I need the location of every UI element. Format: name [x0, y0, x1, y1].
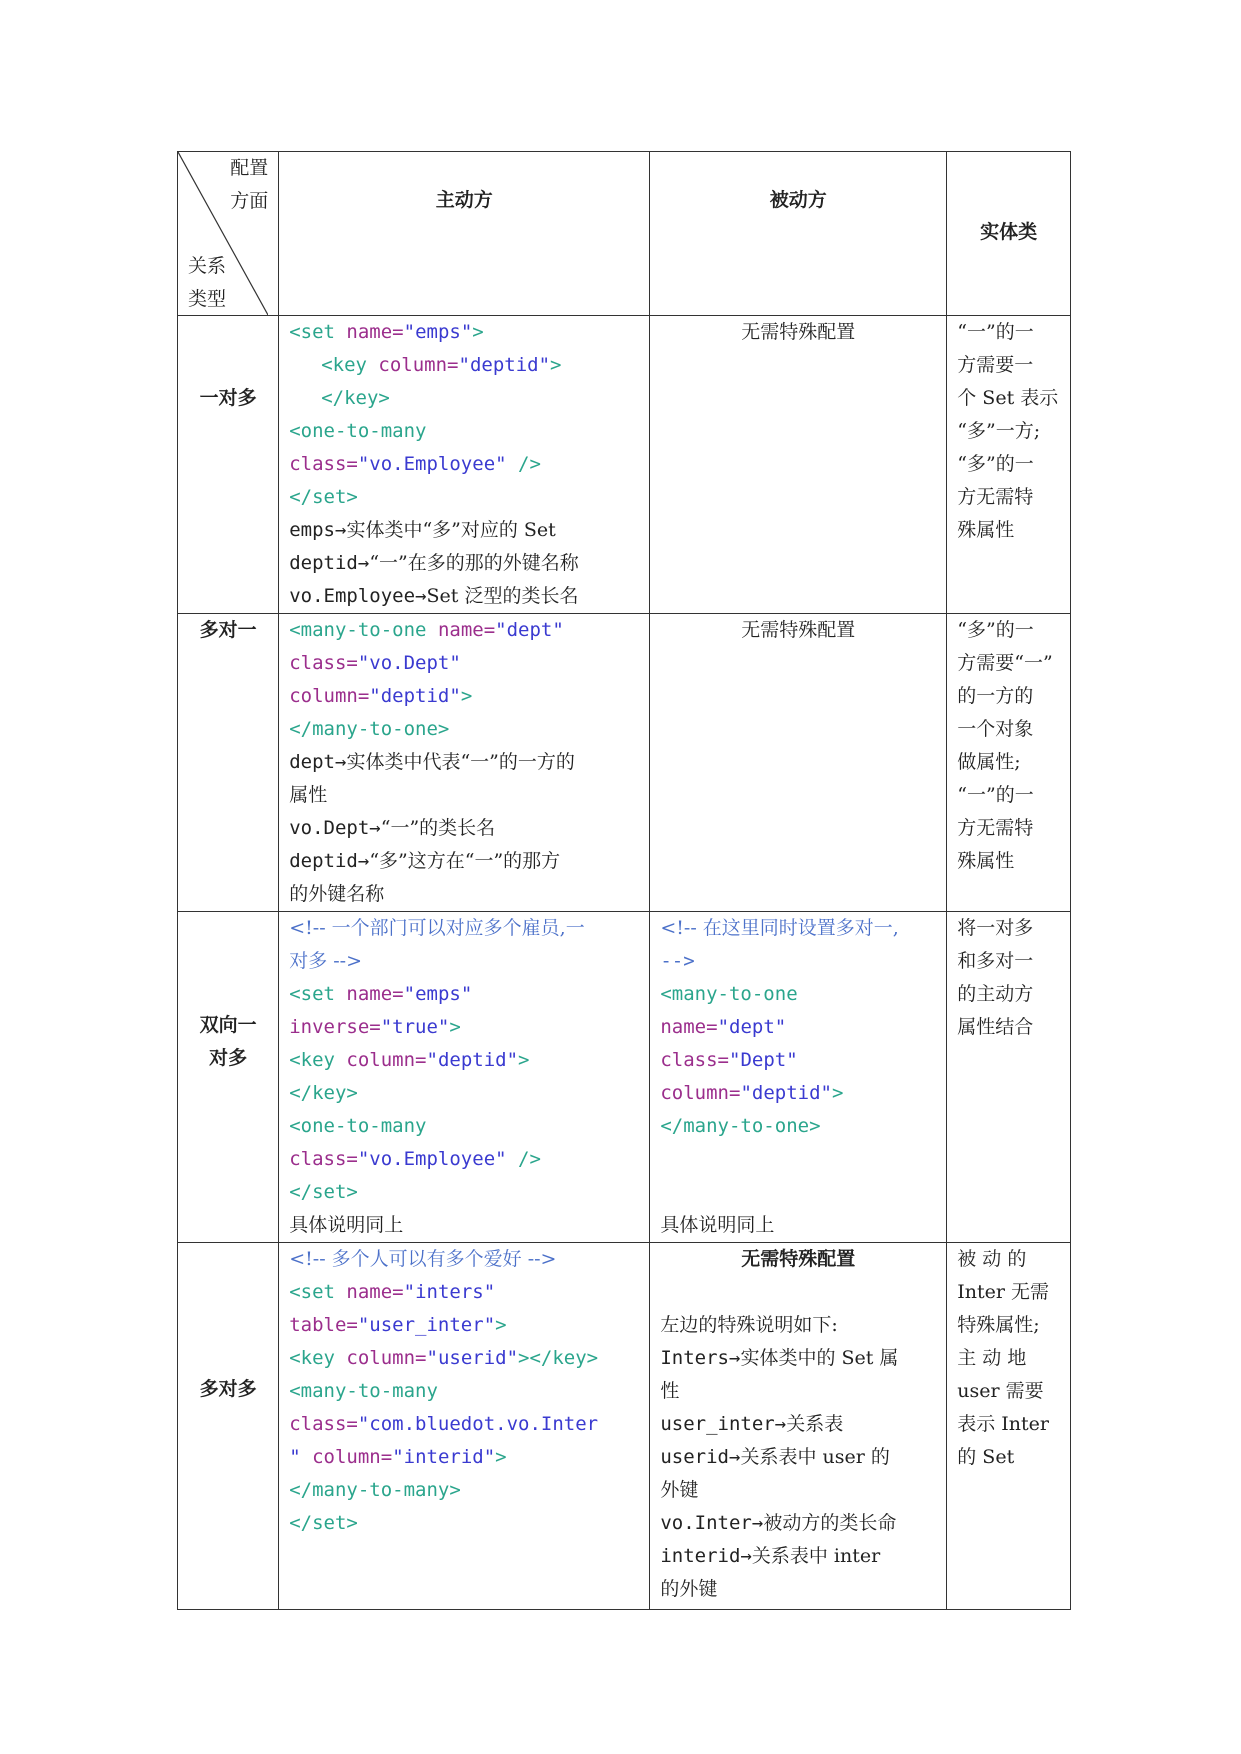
active-config [279, 316, 650, 614]
code-line: <set name="inters" [289, 1281, 496, 1303]
code-line: class="Dept" [660, 1049, 798, 1071]
note-line: 性 [660, 1380, 680, 1402]
code-line: <many-to-many [289, 1380, 438, 1402]
comment-line: <!-- 一个部门可以对应多个雇员,一 [289, 917, 585, 939]
passive-config: 无需特殊配置 [650, 614, 947, 912]
code-line: column="deptid"> [289, 685, 473, 707]
code-line: " column="interid"> [289, 1446, 507, 1468]
code-line: <one-to-many [289, 420, 427, 442]
entity-notes: 将一对多 和多对一 的主动方 属性结合 [947, 912, 1071, 1243]
code-line: </many-to-one> [289, 718, 450, 740]
note-line: Inters→实体类中的 Set 属 [660, 1347, 899, 1369]
code-line: <key column="userid"></key> [289, 1347, 599, 1369]
corner-bottom-label: 关系 类型 [188, 255, 227, 310]
code-line: </many-to-many> [289, 1479, 461, 1501]
col-header-passive: 被动方 [650, 152, 947, 316]
note-line: 具体说明同上 [660, 1214, 775, 1236]
code-line: <one-to-many [289, 1115, 427, 1137]
code-line: </set> [289, 486, 358, 508]
note-line: 外键 [660, 1479, 699, 1501]
comment-line: <!-- 在这里同时设置多对一, [660, 917, 899, 939]
code-line: column="deptid"> [660, 1082, 844, 1104]
spacer-line [660, 1176, 936, 1209]
note-line: vo.Dept→“一”的类长名 [289, 817, 496, 839]
relation-type: 双向一 对多 [178, 912, 279, 1243]
comment-line: 对多 --> [289, 950, 363, 972]
note-line: deptid→“一”在多的那的外键名称 [289, 552, 579, 574]
code-line: <set name="emps" [289, 983, 473, 1005]
note-line: 左边的特殊说明如下: [660, 1314, 838, 1336]
code-line: </key> [321, 387, 390, 409]
row-many-to-many [178, 1243, 1071, 1610]
row-bidirectional [178, 912, 1071, 1243]
note-line: 属性 [289, 784, 328, 806]
code-line: </key> [289, 1082, 358, 1104]
note-line: emps→实体类中“多”对应的 Set [289, 519, 556, 541]
code-line: </set> [289, 1181, 358, 1203]
note-line: 具体说明同上 [289, 1214, 404, 1236]
note-line: vo.Employee→Set 泛型的类长名 [289, 585, 579, 607]
code-line: </many-to-one> [660, 1115, 821, 1137]
note-line: user_inter→关系表 [660, 1413, 844, 1435]
code-line: <set name="emps"> [289, 321, 484, 343]
code-line: </set> [289, 1512, 358, 1534]
code-line: name="dept" [660, 1016, 787, 1038]
relation-type: 多对一 [178, 614, 279, 912]
code-line: class="vo.Employee" /> [289, 1148, 541, 1170]
corner-header-cell [178, 152, 279, 316]
active-config [279, 614, 650, 912]
relation-type: 多对多 [178, 1243, 279, 1610]
passive-config [650, 1243, 947, 1610]
relation-type: 一对多 [178, 316, 279, 614]
code-line: class="vo.Dept" [289, 652, 461, 674]
code-line: inverse="true"> [289, 1016, 461, 1038]
row-many-to-one [178, 614, 1071, 912]
row-one-to-many [178, 316, 1071, 614]
spacer-line [660, 1143, 936, 1176]
note-line: interid→关系表中 inter [660, 1545, 881, 1567]
comment-line: <!-- 多个人可以有多个爱好 --> [289, 1248, 557, 1270]
entity-notes: “多”的一 方需要“一” 的一方的 一个对象 做属性; “一”的一 方无需特 殊属性 [947, 614, 1071, 912]
code-line: <many-to-one [660, 983, 798, 1005]
entity-notes: 被 动 的 Inter 无需 特殊属性; 主 动 地 user 需要 表示 Inter 的 Set [947, 1243, 1071, 1610]
comment-line: --> [660, 950, 695, 972]
passive-config [650, 912, 947, 1243]
spacer-line [660, 1276, 936, 1309]
code-line: class="com.bluedot.vo.Inter [289, 1413, 599, 1435]
note-line: dept→实体类中代表“一”的一方的 [289, 751, 575, 773]
code-line: <key column="deptid"> [321, 354, 562, 376]
note-line: deptid→“多”这方在“一”的那方 [289, 850, 561, 872]
header-row [178, 152, 1071, 316]
relation-mapping-table [177, 151, 1071, 1610]
note-line: userid→关系表中 user 的 [660, 1446, 890, 1468]
active-config [279, 1243, 650, 1610]
code-line: class="vo.Employee" /> [289, 453, 541, 475]
note-line: 的外键 [660, 1578, 718, 1600]
entity-notes: “一”的一 方需要一 个 Set 表示 “多”一方; “多”的一 方无需特 殊属性 [947, 316, 1071, 614]
code-line: <many-to-one name="dept" [289, 619, 564, 641]
passive-title: 无需特殊配置 [741, 1248, 856, 1270]
col-header-active: 主动方 [279, 152, 650, 316]
note-line: 的外键名称 [289, 883, 385, 905]
col-header-entity: 实体类 [947, 152, 1071, 316]
note-line: vo.Inter→被动方的类长命 [660, 1512, 897, 1534]
code-line: table="user_inter"> [289, 1314, 507, 1336]
code-line: <key column="deptid"> [289, 1049, 530, 1071]
passive-config: 无需特殊配置 [650, 316, 947, 614]
corner-top-label: 配置 方面 [230, 157, 269, 212]
active-config [279, 912, 650, 1243]
